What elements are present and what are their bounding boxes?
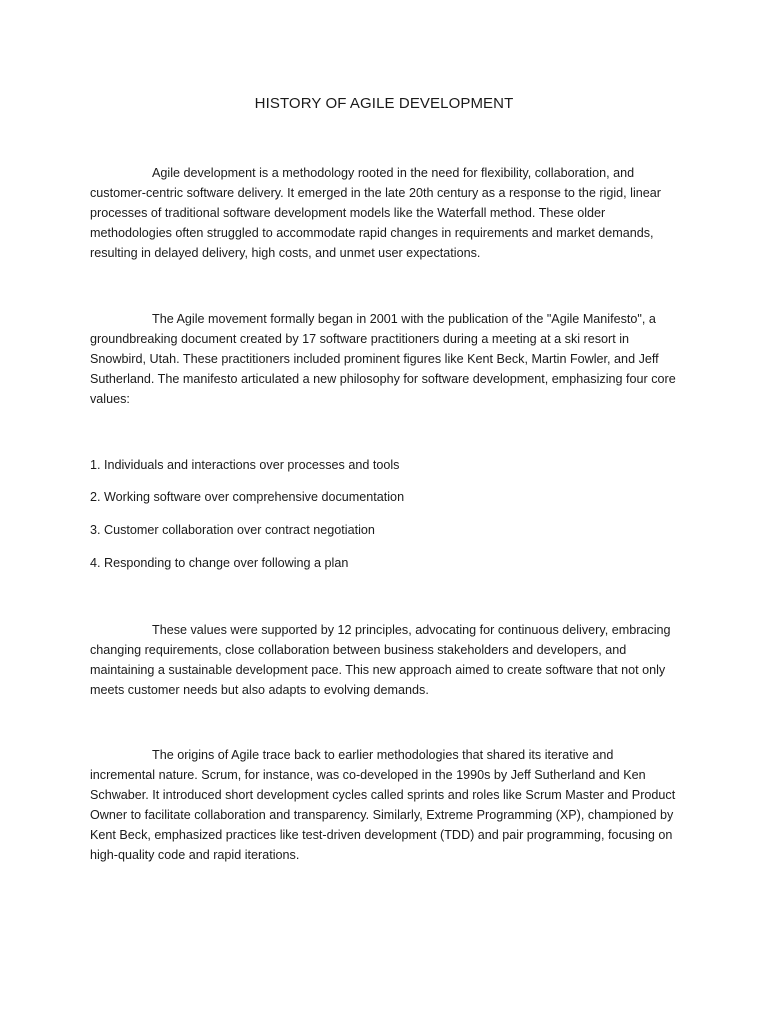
- document-title: HISTORY OF AGILE DEVELOPMENT: [254, 95, 514, 112]
- list-item-value-2: 2. Working software over comprehensive documentation: [90, 490, 405, 504]
- paragraph-intro: Agile development is a methodology rooted in the need for flexibility, collaboration, and customer-centric software delivery. It emerged in the late 20th century as a response to the rigid, linear processes of traditional software development models like the Waterfall method. These older methodologies often struggled to accommodate rapid changes in requirements and market demands, resulting in delayed delivery, high costs, and unmet user expectations.: [90, 166, 661, 261]
- list-item-value-4: 4. Responding to change over following a plan: [90, 556, 349, 570]
- paragraph-principles: These values were supported by 12 principles, advocating for continuous delivery, embracing changing requirements, close collaboration between business stakeholders and developers, and maintaining a sustainable development pace. This new approach aimed to create software that not only meets customer needs but also adapts to evolving demands.: [90, 623, 671, 698]
- list-item-value-3: 3. Customer collaboration over contract negotiation: [90, 523, 375, 537]
- paragraph-manifesto: The Agile movement formally began in 2001 with the publication of the "Agile Manifesto", a groundbreaking document created by 17 software practitioners during a meeting at a ski resort in Snowbird, Utah. These practitioners included prominent figures like Kent Beck, Martin Fowler, and Jeff Sutherland. The manifesto articulated a new philosophy for software development, emphasizing four core values:: [90, 312, 676, 407]
- paragraph-origins: The origins of Agile trace back to earlier methodologies that shared its iterative and incremental nature. Scrum, for instance, was co-developed in the 1990s by Jeff Sutherland and Ken Schwaber. It introduced short development cycles called sprints and roles like Scrum Master and Product Owner to facilitate collaboration and transparency. Similarly, Extreme Programming (XP), championed by Kent Beck, emphasized practices like test-driven development (TDD) and pair programming, focusing on high-quality code and rapid iterations.: [90, 748, 676, 863]
- list-item-value-1: 1. Individuals and interactions over processes and tools: [90, 458, 400, 472]
